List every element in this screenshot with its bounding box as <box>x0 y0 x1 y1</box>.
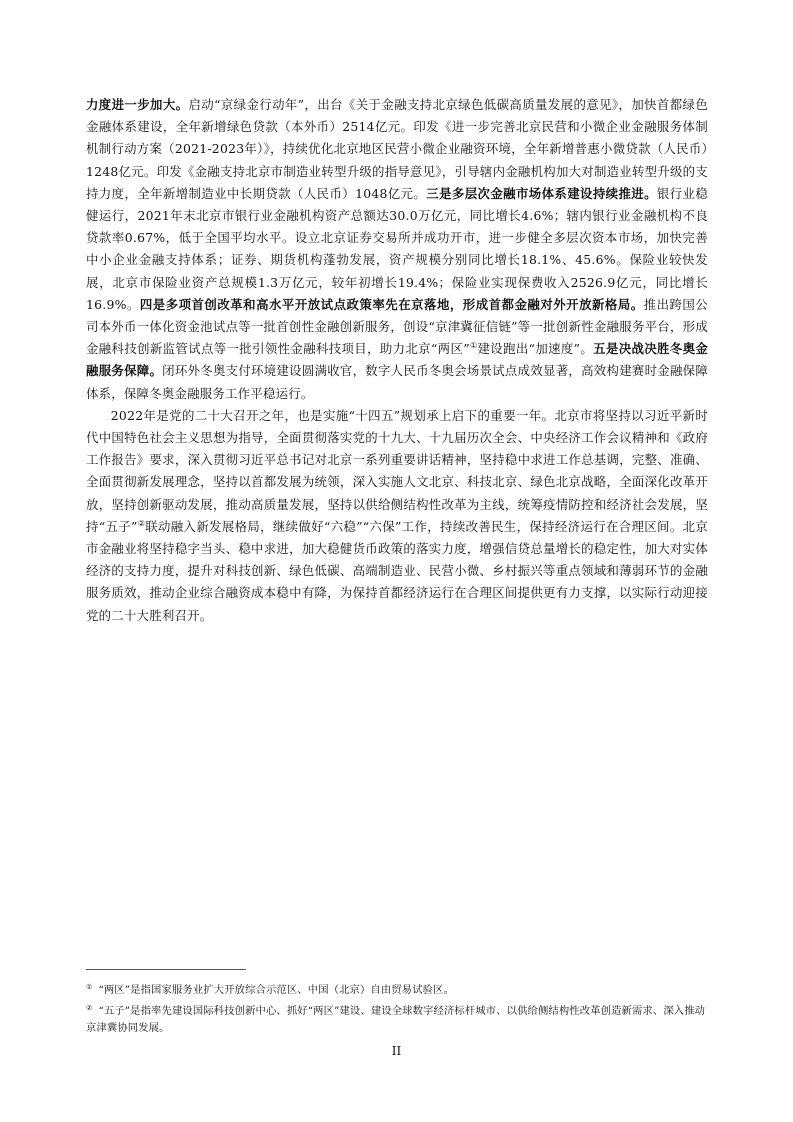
paragraph-1 <box>86 94 708 405</box>
footnote-2 <box>86 1000 708 1038</box>
footnotes <box>86 979 708 1038</box>
text-run: 2022年是党的二十大召开之年，也是实施“十四五”规划承上启下的重要一年。北京市将坚持以习近平新时代中国特色社会主义思想为指导，全面贯彻落实党的十九大、十九届历次全会、中央经济工作会议精神和《政府工作报告》要求，深入贯彻习近平总书记对北京一系列重要讲话精神，坚持稳中求进工作总基调，完整、准确、全面贯彻新发展理念，坚持以首都发展为统领，深入实施人文北京、科技北京、绿色北京战略，全面深化改革开放，坚持创新驱动发展，推动高质量发展，坚持以供给侧结构性改革为主线，统筹疫情防控和经济社会发展，坚持“五子” <box>86 407 708 534</box>
footnote-ref-1[interactable]: ① <box>469 341 478 351</box>
text-run: 闭环外冬奥支付环境建设圆满收官，数字人民币冬奥会场景试点成效显著，高效构建赛时金融保障体系，保障冬奥金融服务工作平稳运行。 <box>86 363 709 401</box>
heading-run: 三是多层次金融市场体系建设持续推进。 <box>426 185 657 201</box>
text-run: 推出跨国公司本外币一体化资金池试点等一批首创性金融创新服务，创设“京津冀征信链”等一批创新性金融服务平台，形成金融科技创新监管试点等一批引领性金融科技项目，助力北京“两区” <box>86 296 708 357</box>
footnote-text: “五子”是指率先建设国际科技创新中心、抓好“两区”建设、建设全球数字经济标杆城市、以供给侧结构性改革创造新需求、深入推动京津冀协同发展。 <box>86 1004 706 1034</box>
heading-run: 五是决战决胜冬奥金融服务保障。 <box>86 341 709 379</box>
footnote-ref-2[interactable]: ② <box>137 518 146 528</box>
text-run: 启动“京绿金行动年”，出台《关于金融支持北京绿色低碳高质量发展的意见》，加快首都绿色金融体系建设，全年新增绿色贷款（本外币）2514亿元。印发《进一步完善北京民营和小微企业金融服务体制机制行动方案（2021-2023年）》，持续优化北京地区民营小微企业融资环境，全年新增普惠小微贷款（人民币）1248亿元。印发《金融支持北京市制造业转型升级的指导意见》，引导辖内金融机构加大对制造业转型升级的支持力度，全年新增制造业中长期贷款（人民币）1048亿元。 <box>86 97 709 201</box>
heading-run: 四是多项首创改革和高水平开放试点政策率先在京落地，形成首都金融对外开放新格局。 <box>139 296 644 312</box>
paragraph-2 <box>86 405 708 627</box>
footnote-mark: ② <box>86 1003 93 1012</box>
footnote-mark: ① <box>86 983 93 991</box>
text-run: 建设跑出“加速度”。 <box>477 341 594 357</box>
text-run: 联动融入新发展格局，继续做好“六稳”“六保”工作，持续改善民生，保持经济运行在合理区间。北京市金融业将坚持稳字当头、稳中求进，加大稳健货币政策的落实力度，增强信贷总量增长的稳定性，加大对实体经济的支持力度，提升对科技创新、绿色低碳、高端制造业、民营小微、乡村振兴等重点领域和薄弱环节的金融服务质效，推动企业综合融资成本稳中有降，为保持首都经济运行在合理区间提供更有力支撑，以实际行动迎接党的二十大胜利召开。 <box>86 518 708 623</box>
footnote-text: “两区”是指国家服务业扩大开放综合示范区、中国（北京）自由贸易试验区。 <box>98 984 455 996</box>
footnote-divider <box>86 969 246 970</box>
footnote-1 <box>86 979 708 1000</box>
body-text <box>86 94 708 627</box>
heading-run: 力度进一步加大。 <box>86 97 189 112</box>
text-run: 银行业稳健运行，2021年末北京市银行业金融机构资产总额达30.0万亿元，同比增长4.6%；辖内银行业金融机构不良贷款率0.67%，低于全国平均水平。设立北京证券交易所并成功开市，进一步健全多层次资本市场，加快完善中小企业金融支持体系；证券、期货机构蓬勃发展，资产规模分别同比增长18.1%、45.6%。保险业较快发展，北京市保险业资产总规模1.3万亿元，较年初增长19.4%；保险业实现保费收入2526.9亿元，同比增长16.9%。 <box>86 185 708 312</box>
page-number: II <box>391 1044 402 1058</box>
